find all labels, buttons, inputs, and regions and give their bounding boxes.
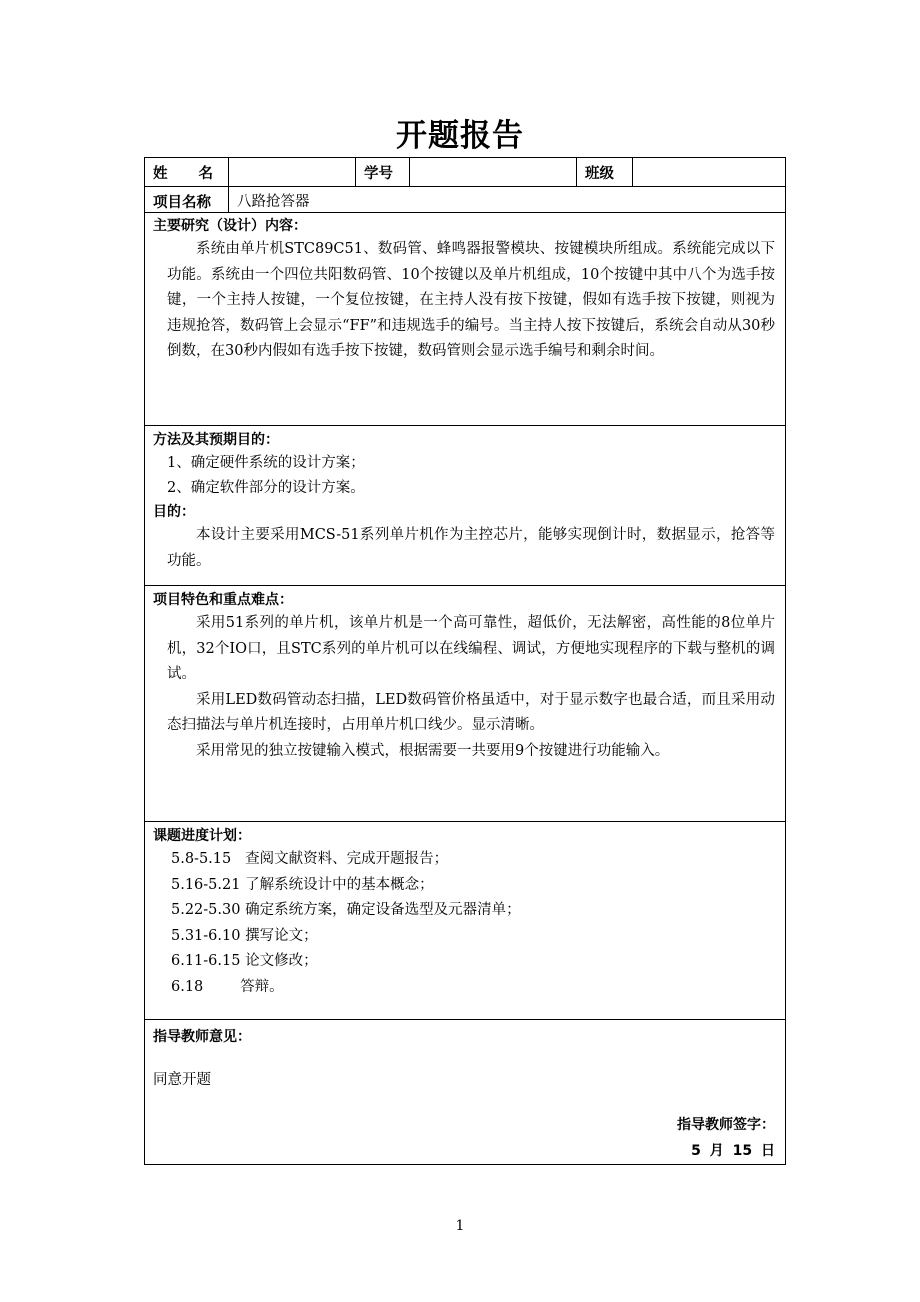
method-section xyxy=(145,426,786,586)
goal-text: 本设计主要采用MCS-51系列单片机作为主控芯片，能够实现倒计时，数据显示，抢答等功能。 xyxy=(167,527,775,569)
project-row xyxy=(145,187,786,213)
info-row xyxy=(145,158,786,187)
research-section xyxy=(145,213,786,426)
method-item-2: 2、确定软件部分的设计方案。 xyxy=(167,480,365,496)
schedule-item: 6.18 答辩。 xyxy=(171,978,284,995)
proposal-table xyxy=(144,157,786,1165)
features-heading: 项目特色和重点难点： xyxy=(153,592,293,608)
advisor-signature-label: 指导教师签字： xyxy=(677,1117,775,1133)
method-heading: 方法及其预期目的： xyxy=(153,432,279,448)
features-paragraph-1: 采用51系列的单片机，该单片机是一个高可靠性，超低价，无法解密，高性能的8位单片机，32个IO口，且STC系列的单片机可以在线编程、调试，方便地实现程序的下载与整机的调试。 xyxy=(167,615,775,682)
features-section xyxy=(145,586,786,822)
name-value[interactable] xyxy=(229,158,356,187)
page-number: 1 xyxy=(455,1218,465,1234)
schedule-item: 5.16-5.21 了解系统设计中的基本概念； xyxy=(171,876,434,893)
advisor-section xyxy=(145,1020,786,1165)
schedule-heading: 课题进度计划： xyxy=(153,828,251,844)
schedule-section xyxy=(145,822,786,1020)
page-title: 开题报告 xyxy=(396,118,524,154)
advisor-date: 5 月 15 日 xyxy=(691,1143,775,1159)
advisor-opinion: 同意开题 xyxy=(153,1072,211,1088)
features-paragraph-2: 采用LED数码管动态扫描，LED数码管价格虽适中，对于显示数字也最合适，而且采用动态扫描法与单片机连接时，占用单片机口线少。显示清晰。 xyxy=(167,691,775,733)
schedule-item: 6.11-6.15 论文修改； xyxy=(171,953,318,969)
class-label: 班级 xyxy=(577,158,633,187)
project-name-value[interactable]: 八路抢答器 xyxy=(229,187,786,213)
name-label: 姓 名 xyxy=(153,166,213,182)
advisor-heading: 指导教师意见： xyxy=(153,1029,251,1045)
project-name-label: 项目名称 xyxy=(145,187,229,213)
class-value[interactable] xyxy=(633,158,786,187)
features-paragraph-3: 采用常见的独立按键输入模式，根据需要一共要用9个按键进行功能输入。 xyxy=(196,742,670,759)
research-text: 系统由单片机STC89C51、数码管、蜂鸣器报警模块、按键模块所组成。系统能完成以下功能。系统由一个四位共阳数码管、10个按键以及单片机组成，10个按键中其中八个为选手按键，一个主持人按键，一个复位按键，在主持人没有按下按键，假如有选手按下按键，则视为违规抢答，数码管上会显示“FF”和违规选手的编号。当主持人按下按键后，系统会自动从30秒倒数，在30秒内假如有选手按下按键，数码管则会显示选手编号和剩余时间。 xyxy=(167,241,775,359)
student-id-label: 学号 xyxy=(356,158,410,187)
goal-heading: 目的： xyxy=(153,504,195,520)
student-id-value[interactable] xyxy=(410,158,577,187)
schedule-item: 5.8-5.15 查阅文献资料、完成开题报告； xyxy=(171,851,449,867)
method-item-1: 1、确定硬件系统的设计方案； xyxy=(167,455,365,471)
research-heading: 主要研究（设计）内容： xyxy=(153,218,307,234)
schedule-item: 5.22-5.30 确定系统方案，确定设备选型及元器清单； xyxy=(171,902,521,918)
schedule-item: 5.31-6.10 撰写论文； xyxy=(171,927,318,944)
